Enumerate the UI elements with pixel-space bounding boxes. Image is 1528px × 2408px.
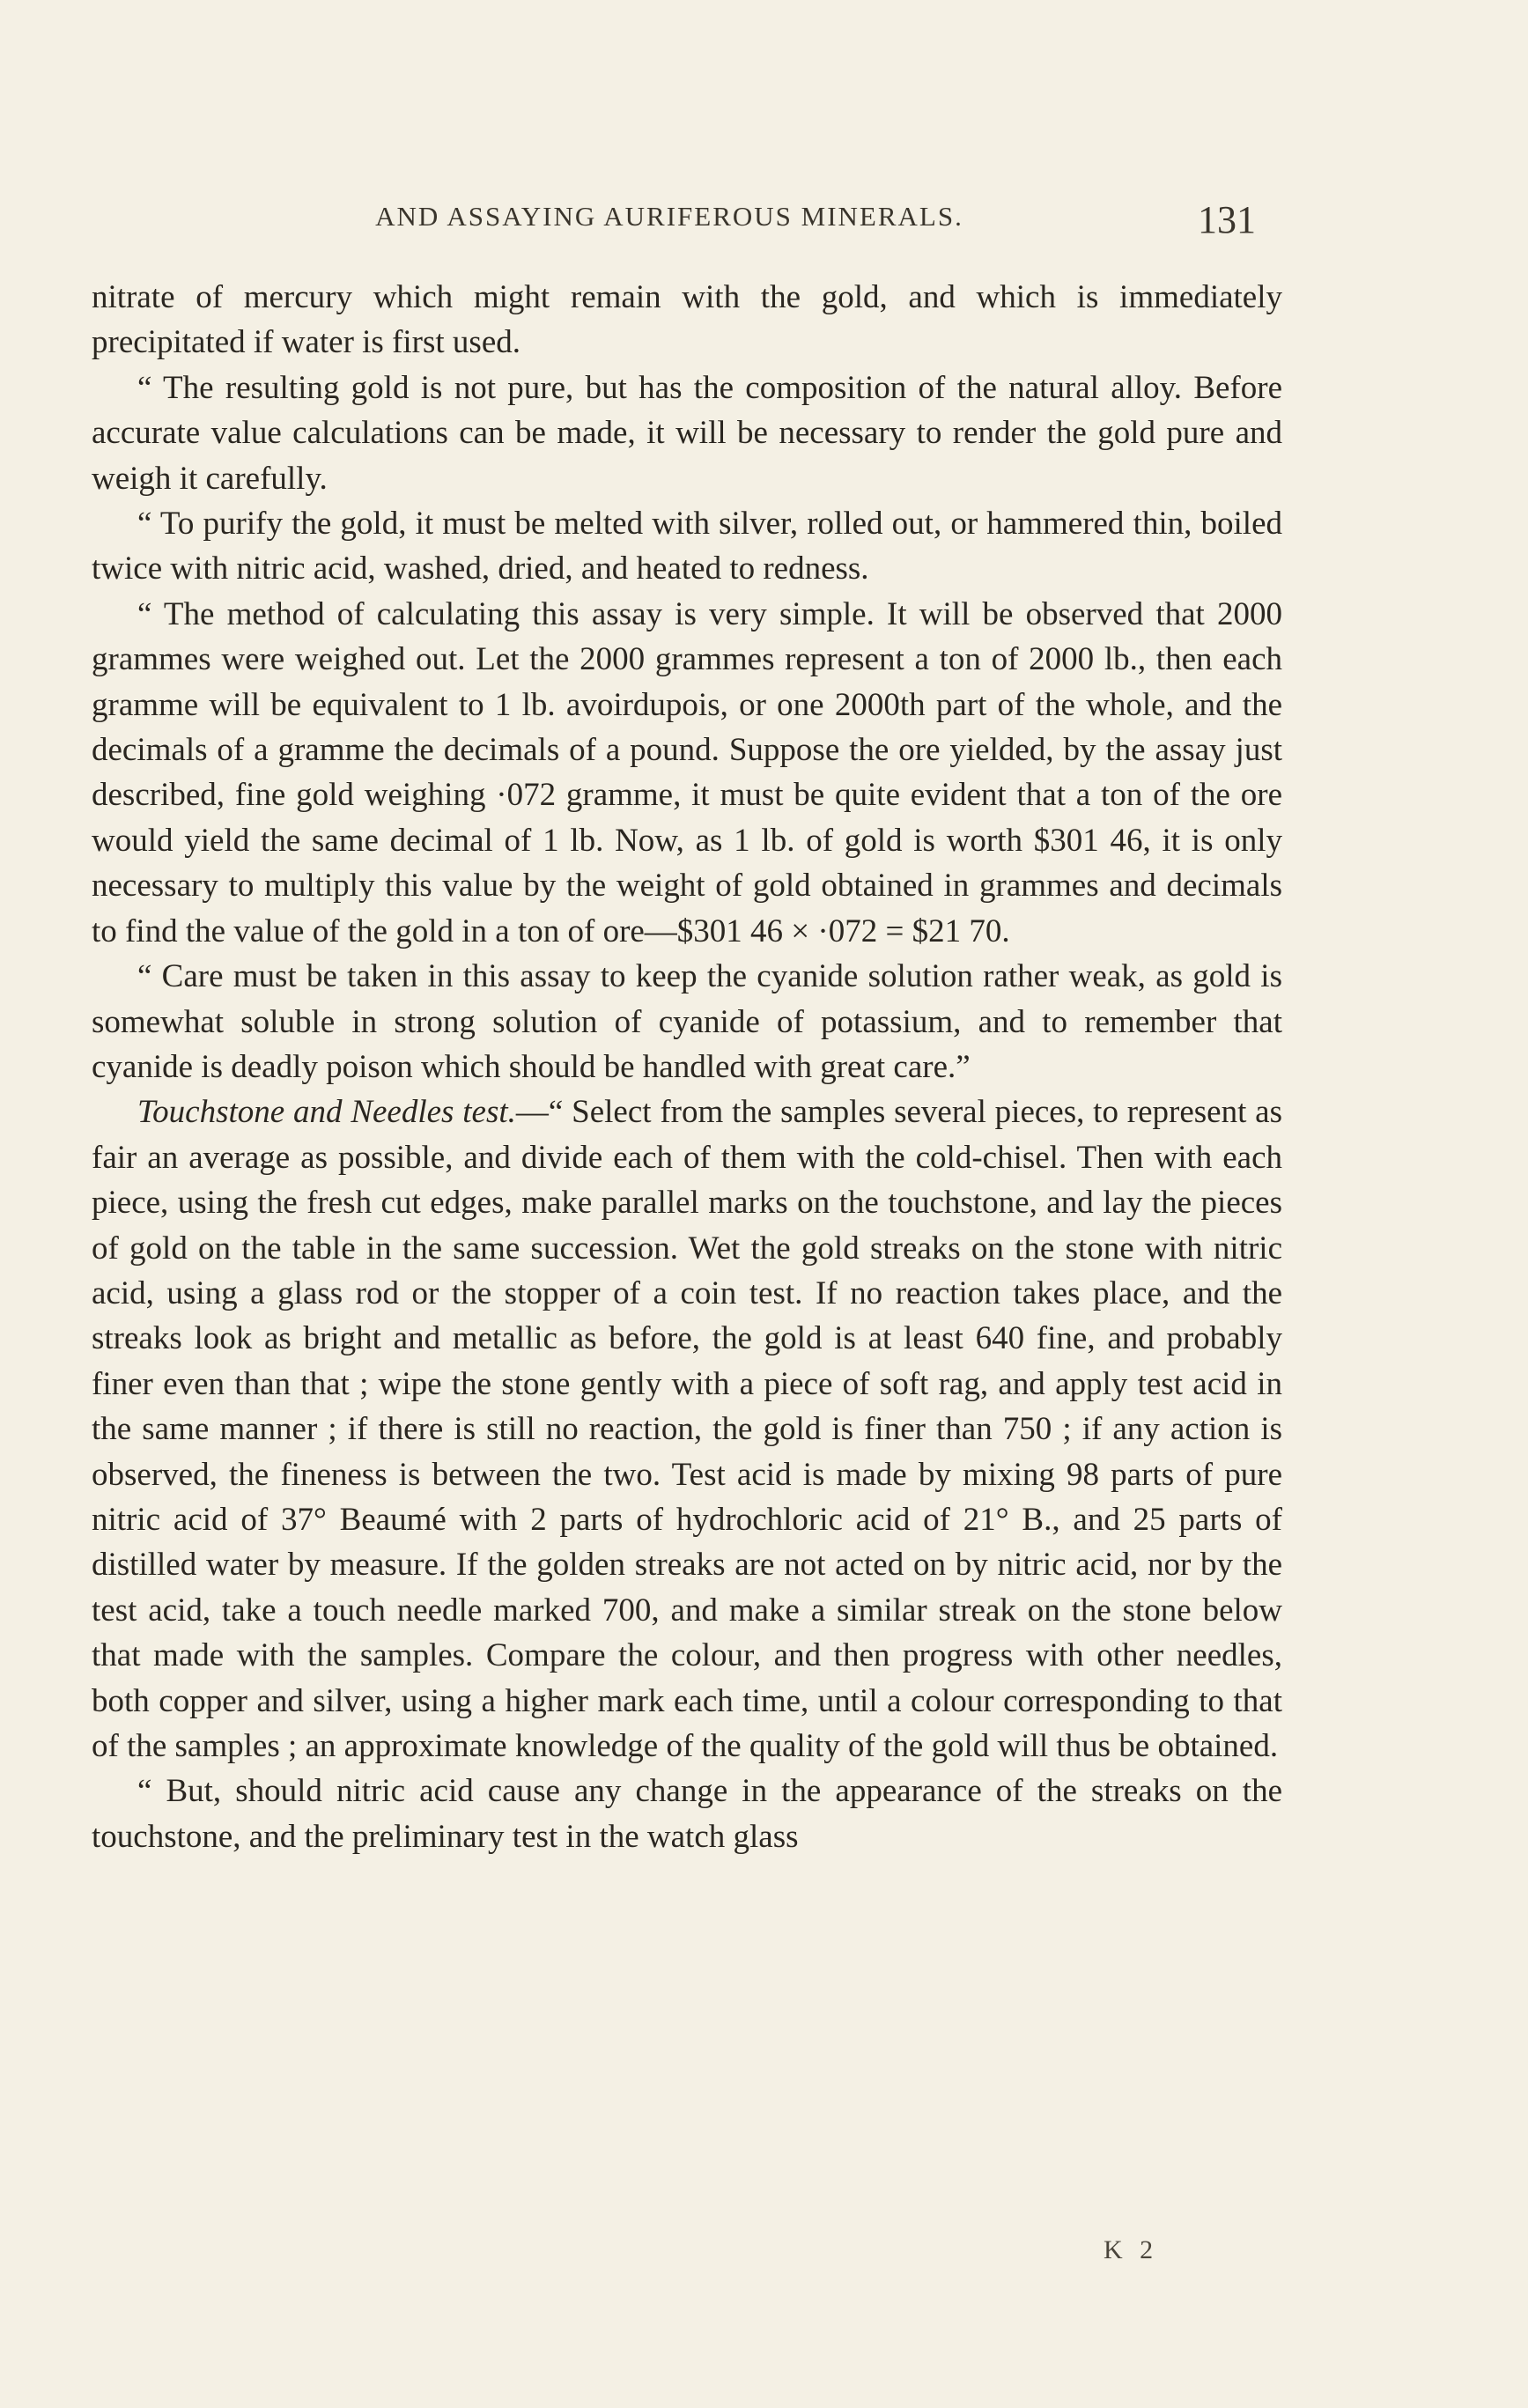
paragraph: “ The resulting gold is not pure, but has the composition of the natural alloy. Before accurate value calculations can be made, it will be necessary to render the gold pure and weigh it carefully. xyxy=(92,369,1282,497)
running-head: AND ASSAYING AURIFEROUS MINERALS. xyxy=(375,201,963,232)
paragraph xyxy=(92,1090,1282,1769)
body-text xyxy=(92,275,1282,1859)
paragraph: nitrate of mercury which might remain with the gold, and which is immediately precipitated if water is first used. xyxy=(92,279,1282,361)
paragraph: “ Care must be taken in this assay to keep the cyanide solution rather weak, as gold is somewhat soluble in strong solution of cyanide of potassium, and to remember that cyanide is deadly poison which should be handled with great care.” xyxy=(92,958,1282,1085)
paragraph-text: —“ Select from the samples several pieces, to represent as fair an average as possible, and divide each of them with the cold-chisel. Then with each piece, using the fresh cut edges, make parallel marks on the touchstone, and lay the pieces of gold on the table in the same succession. Wet the gold streaks on the stone with nitric acid, using a glass rod or the stopper of a coin test. If no reaction takes place, and the streaks look as bright and metallic as before, the gold is at least 640 fine, and probably finer even than that ; wipe the stone gently with a piece of soft rag, and apply test acid in the same manner ; if there is still no reaction, the gold is finer than 750 ; if any action is observed, the fineness is between the two. Test acid is made by mixing 98 parts of pure nitric acid of 37° Beaumé with 2 parts of hydrochloric acid of 21° B., and 25 parts of distilled water by measure. If the golden streaks are not acted on by nitric acid, nor by the test acid, take a touch needle marked 700, and make a similar streak on the stone below that made with the samples. Compare the colour, and then progress with other needles, both copper and silver, using a higher mark each time, until a colour corresponding to that of the samples ; an approximate knowledge of the quality of the gold will thus be obtained. xyxy=(92,1094,1282,1764)
paragraph: “ But, should nitric acid cause any change in the appearance of the streaks on the touchstone, and the preliminary test in the watch glass xyxy=(92,1773,1282,1855)
paragraph: “ To purify the gold, it must be melted with silver, rolled out, or hammered thin, boiled twice with nitric acid, washed, dried, and heated to redness. xyxy=(92,506,1282,587)
section-title: Touchstone and Needles test. xyxy=(137,1094,516,1131)
signature-mark: K 2 xyxy=(1104,2235,1159,2264)
page-number: 131 xyxy=(1198,198,1256,241)
paragraph: “ The method of calculating this assay is very simple. It will be observed that 2000 grammes were weighed out. Let the 2000 grammes represent a ton of 2000 lb., then each gramme will be equivalent to 1 lb. avoirdupois, or one 2000th part of the whole, and the decimals of a gramme the decimals of a pound. Suppose the ore yielded, by the assay just described, fine gold weighing ·072 gramme, it must be quite evident that a ton of the ore would yield the same decimal of 1 lb. Now, as 1 lb. of gold is worth $301 46, it is only necessary to multiply this value by the weight of gold obtained in grammes and decimals to find the value of the gold in a ton of ore—$301 46 × ·072 = $21 70. xyxy=(92,595,1282,949)
